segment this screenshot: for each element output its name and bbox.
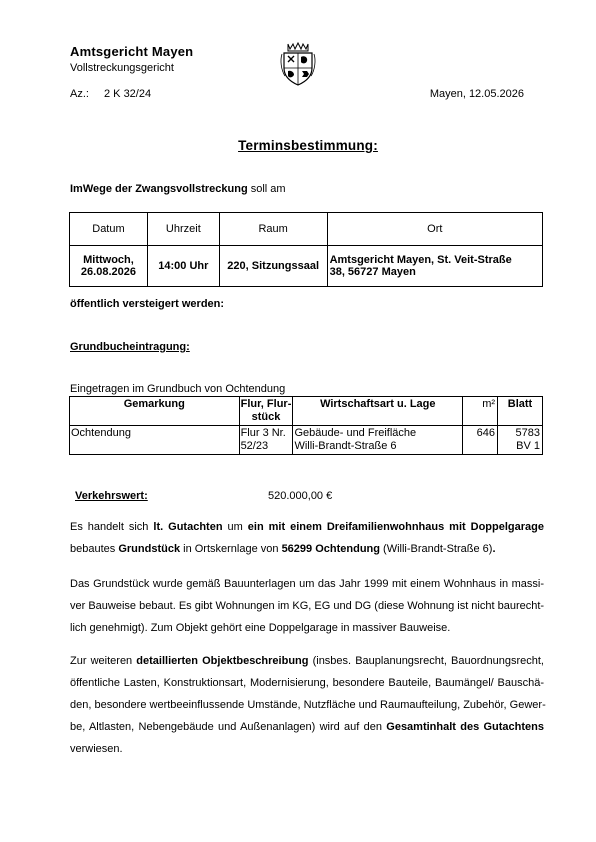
text-run: bebautes bbox=[70, 543, 119, 555]
place-date: Mayen, 12.05.2026 bbox=[429, 88, 524, 100]
cell-gemarkung: Ochtendung bbox=[70, 426, 240, 455]
cell-datum bbox=[70, 246, 148, 287]
text-run: um bbox=[222, 521, 248, 533]
header-wirtschaftsart: Wirtschaftsart u. Lage bbox=[293, 397, 463, 426]
court-subtitle: Vollstreckungsgericht bbox=[70, 62, 174, 74]
header-datum: Datum bbox=[70, 213, 148, 246]
cell-m2: 646 bbox=[463, 426, 498, 455]
cell-uhrzeit: 14:00 Uhr bbox=[147, 246, 219, 287]
text-run: (Willi-Brandt-Straße 6) bbox=[379, 543, 493, 555]
header-flur-line-1: Flur, Flur- bbox=[240, 398, 292, 410]
ort-line-1: Amtsgericht Mayen, St. Veit-Straße bbox=[329, 254, 512, 266]
file-number-label: Az.: bbox=[70, 88, 89, 100]
court-name: Amtsgericht Mayen bbox=[70, 44, 194, 59]
header-gemarkung: Gemarkung bbox=[70, 397, 240, 426]
header-raum: Raum bbox=[219, 213, 327, 246]
text-run-bold: 56299 Ochtendung bbox=[281, 543, 380, 555]
text-run-bold: ein mit einem Dreifamilienwohnhaus mit Doppelgarage bbox=[247, 521, 544, 533]
flur-line-1: Flur 3 Nr. bbox=[240, 427, 286, 439]
blatt-line-2: BV 1 bbox=[516, 440, 540, 452]
text-run-bold: Grundstück bbox=[118, 543, 181, 555]
flur-line-2: 52/23 bbox=[240, 440, 269, 452]
intro-rest: soll am bbox=[247, 183, 286, 195]
paragraph-line: öffentliche Lasten, Konstruktionsart, Modernisierung, besondere Bauteile, Baumängel/ Bauschä- bbox=[70, 677, 544, 689]
intro-bold: ImWege der Zwangsvollstreckung bbox=[70, 183, 248, 195]
land-register-heading: Grundbucheintragung: bbox=[70, 341, 190, 353]
header-uhrzeit: Uhrzeit bbox=[147, 213, 219, 246]
header-blatt: Blatt bbox=[498, 397, 543, 426]
datum-date: 26.08.2026 bbox=[80, 266, 136, 278]
datum-weekday: Mittwoch, bbox=[83, 254, 134, 266]
paragraph-line bbox=[70, 516, 544, 538]
paragraph-line: verwiesen. bbox=[70, 743, 123, 755]
market-value: 520.000,00 € bbox=[268, 490, 333, 502]
header-ort: Ort bbox=[327, 213, 542, 246]
land-register-row bbox=[70, 426, 543, 455]
land-register-header-row bbox=[70, 397, 543, 426]
text-run: (insbes. Bauplanungsrecht, Bauordnungsrecht, bbox=[308, 655, 544, 667]
paragraph-line: lich genehmigt). Zum Objekt gehört eine Doppelgarage in massiver Bauweise. bbox=[70, 622, 451, 634]
cell-ort bbox=[327, 246, 542, 287]
text-run-bold: Gesamtinhalt des Gutachtens bbox=[386, 721, 544, 733]
paragraph-line: ver Bauweise bebaut. Es gibt Wohnungen im KG, EG und DG (diese Wohnung ist nicht baurecht- bbox=[70, 600, 545, 612]
text-run: Zur weiteren bbox=[70, 655, 137, 667]
coat-of-arms-icon bbox=[280, 40, 316, 86]
cell-raum: 220, Sitzungssaal bbox=[219, 246, 327, 287]
paragraph-construction bbox=[70, 573, 544, 639]
text-run-bold: . bbox=[492, 543, 496, 555]
paragraph-object bbox=[70, 516, 544, 560]
intro-line bbox=[70, 183, 286, 195]
text-run: be, Altlasten, Nebengebäude und Außenanlagen) wird auf den bbox=[70, 721, 387, 733]
paragraph-line: Das Grundstück wurde gemäß Bauunterlagen um das Jahr 1999 mit einem Wohnhaus in massi- bbox=[70, 578, 544, 590]
land-register-intro: Eingetragen im Grundbuch von Ochtendung bbox=[70, 383, 286, 395]
wirt-line-1: Gebäude- und Freifläche bbox=[294, 427, 417, 439]
appointment-header-row bbox=[70, 213, 543, 246]
paragraph-reference bbox=[70, 650, 544, 760]
paragraph-line bbox=[70, 538, 544, 560]
text-run: Es handelt sich bbox=[70, 521, 154, 533]
market-value-label: Verkehrswert: bbox=[75, 490, 148, 502]
blatt-line-1: 5783 bbox=[515, 427, 540, 439]
header-m2: m² bbox=[463, 397, 498, 426]
file-number: 2 K 32/24 bbox=[104, 88, 152, 100]
text-run: in Ortskernlage von bbox=[180, 543, 282, 555]
text-run-bold: lt. Gutachten bbox=[153, 521, 223, 533]
ort-line-2: 38, 56727 Mayen bbox=[329, 266, 416, 278]
header-flur-line-2: stück bbox=[251, 411, 281, 423]
paragraph-line bbox=[70, 650, 544, 672]
land-register-table bbox=[69, 396, 543, 455]
paragraph-line bbox=[70, 716, 544, 738]
paragraph-line: den, besondere wertbeeinflussende Umstände, Nutzfläche und Raumaufteilung, Zubehör, Gewer- bbox=[70, 699, 546, 711]
cell-wirtschaftsart bbox=[293, 426, 463, 455]
text-run-bold: detaillierten Objektbeschreibung bbox=[136, 655, 309, 667]
appointment-row bbox=[70, 246, 543, 287]
document-title: Terminsbestimmung: bbox=[238, 138, 378, 153]
cell-flur bbox=[239, 426, 293, 455]
wirt-line-2: Willi-Brandt-Straße 6 bbox=[294, 440, 397, 452]
cell-blatt bbox=[498, 426, 543, 455]
header-flur bbox=[239, 397, 293, 426]
auction-statement: öffentlich versteigert werden: bbox=[70, 298, 225, 310]
appointment-table bbox=[69, 212, 543, 287]
